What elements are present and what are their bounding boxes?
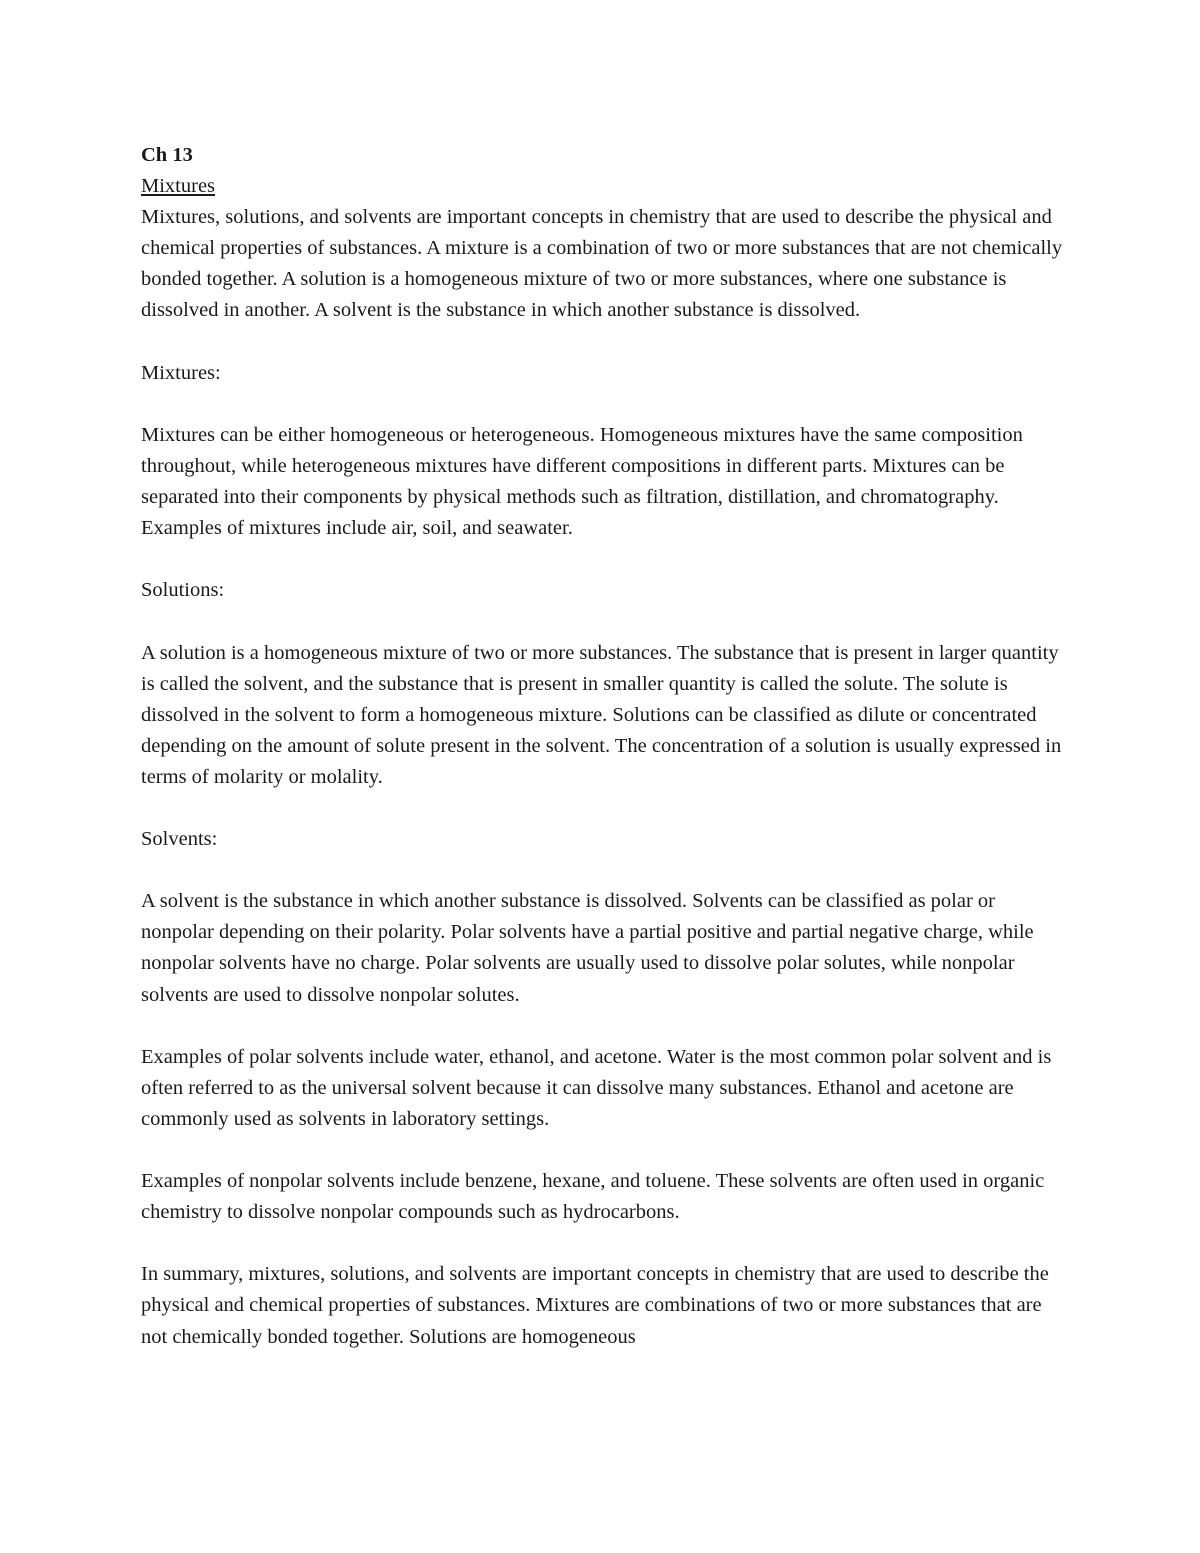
section-title: Mixtures <box>141 175 216 198</box>
document-page <box>141 140 1066 1353</box>
paragraph-spacer <box>141 327 1066 358</box>
solvents-paragraph: A solvent is the substance in which another substance is dissolved. Solvents can be classified as polar or nonpolar depending on their polarity. Polar solvents have a partial positive and partial negative charge, while nonpolar solvents have no charge. Polar solvents are usually used to dissolve polar solutes, while nonpolar solvents are used to dissolve nonpolar solutes. <box>141 890 1034 1006</box>
paragraph-spacer <box>141 606 1066 637</box>
paragraph-spacer <box>141 793 1066 824</box>
paragraph-spacer <box>141 1135 1066 1166</box>
solvents-heading: Solvents: <box>141 828 218 851</box>
paragraph-spacer <box>141 1011 1066 1042</box>
summary-paragraph: In summary, mixtures, solutions, and solvents are important concepts in chemistry that are used to describe the physical and chemical properties of substances. Mixtures are combinations of two or more substances that are not chemically bonded together. Solutions are homogeneous <box>141 1263 1049 1348</box>
nonpolar-examples-paragraph: Examples of nonpolar solvents include benzene, hexane, and toluene. These solvents are often used in organic chemistry to dissolve nonpolar compounds such as hydrocarbons. <box>141 1170 1045 1224</box>
chapter-title: Ch 13 <box>141 144 193 166</box>
solutions-paragraph: A solution is a homogeneous mixture of two or more substances. The substance that is present in larger quantity is called the solvent, and the substance that is present in smaller quantity is called the solute. The solute is dissolved in the solvent to form a homogeneous mixture. Solutions can be classified as dilute or concentrated depending on the amount of solute present in the solvent. The concentration of a solution is usually expressed in terms of molarity or molality. <box>141 641 1062 788</box>
mixtures-heading: Mixtures: <box>141 361 221 384</box>
paragraph-spacer <box>141 855 1066 886</box>
intro-paragraph: Mixtures, solutions, and solvents are important concepts in chemistry that are used to describe the physical and chemical properties of substances. A mixture is a combination of two or more substances that are not chemically bonded together. A solution is a homogeneous mixture of two or more substances, where one substance is dissolved in another. A solvent is the substance in which another substance is dissolved. <box>141 206 1063 322</box>
polar-examples-paragraph: Examples of polar solvents include water, ethanol, and acetone. Water is the most common polar solvent and is often referred to as the universal solvent because it can dissolve many substances. Ethanol and acetone are commonly used as solvents in laboratory settings. <box>141 1045 1052 1130</box>
mixtures-paragraph: Mixtures can be either homogeneous or heterogeneous. Homogeneous mixtures have the same composition throughout, while heterogeneous mixtures have different compositions in different parts. Mixtures can be separated into their components by physical methods such as filtration, distillation, and chromatography. Examples of mixtures include air, soil, and seawater. <box>141 423 1023 540</box>
paragraph-spacer <box>141 1228 1066 1259</box>
paragraph-spacer <box>141 544 1066 575</box>
solutions-heading: Solutions: <box>141 579 225 602</box>
paragraph-spacer <box>141 389 1066 420</box>
